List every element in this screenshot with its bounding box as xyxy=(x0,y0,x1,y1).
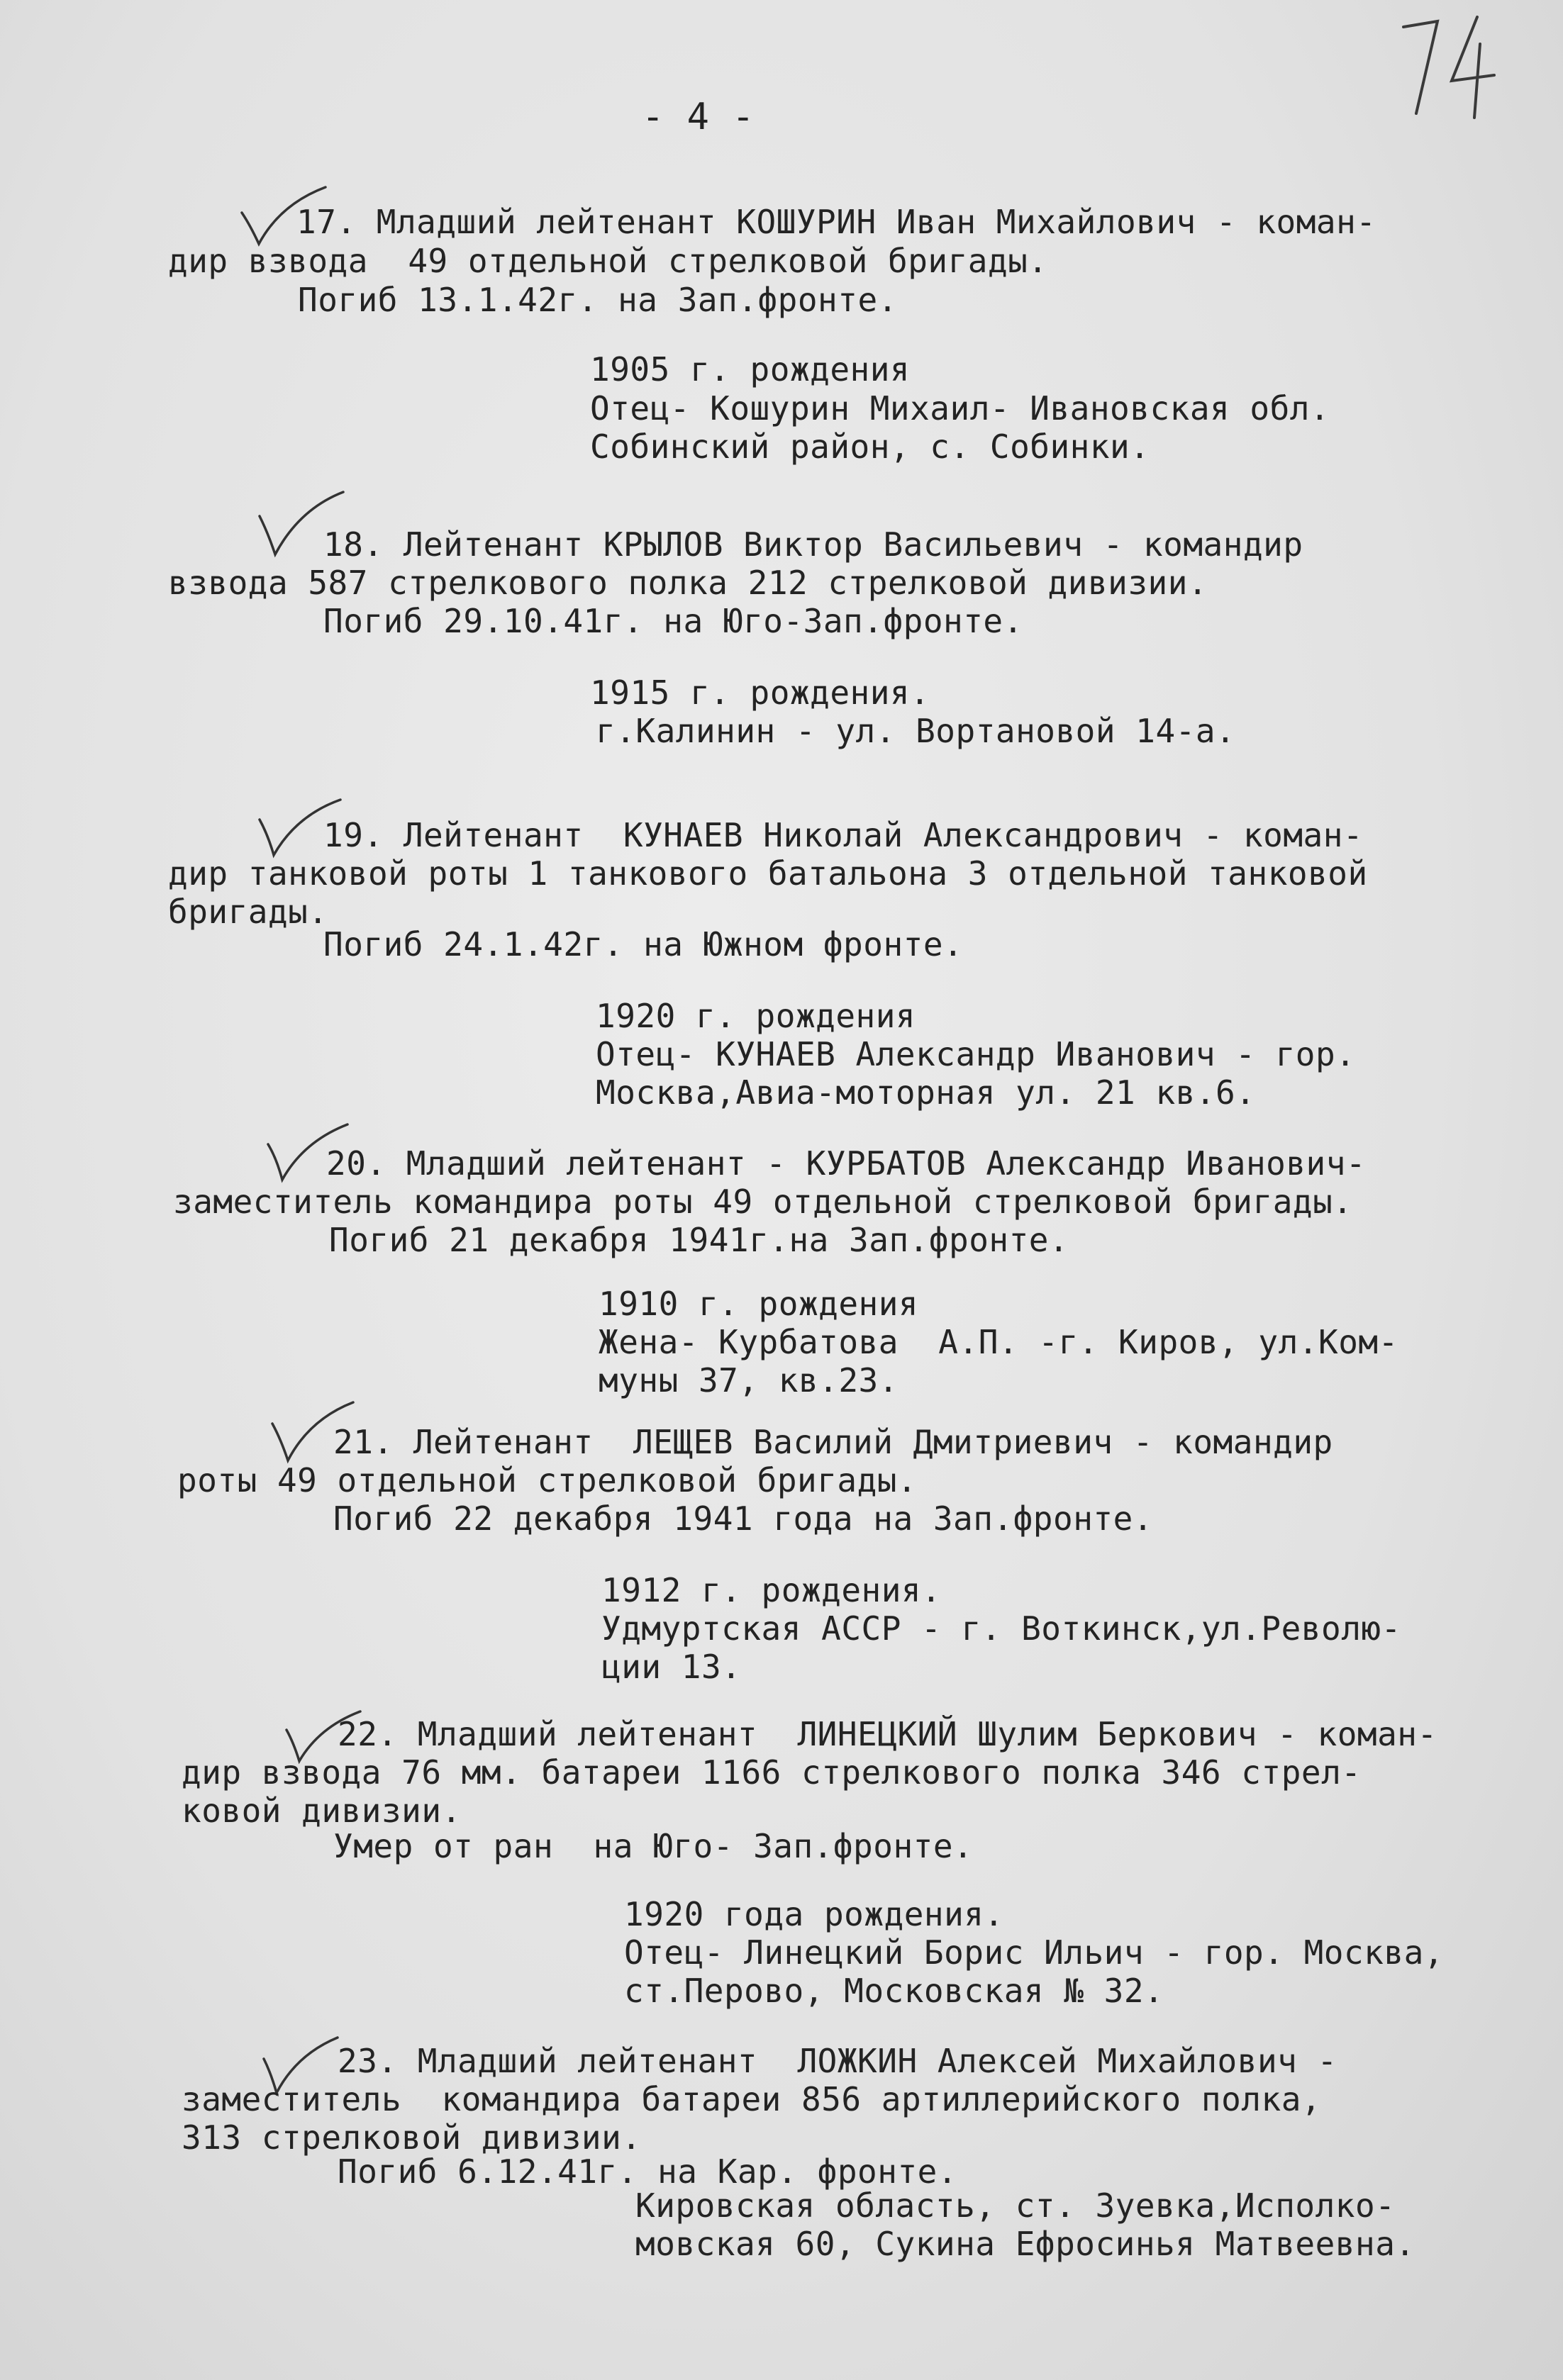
entry-detail: 1915 г. рождения. xyxy=(590,674,930,712)
entry-line: заместитель командира батареи 856 артиллерийского полка, xyxy=(182,2080,1322,2118)
entry-line: дир взвода 76 мм. батареи 1166 стрелкового полка 346 стрел- xyxy=(182,1753,1362,1792)
entry-line: 19. Лейтенант КУНАЕВ Николай Александрович - коман- xyxy=(323,816,1364,854)
entry-detail: ции 13. xyxy=(601,1648,742,1686)
entry-line: дир взвода 49 отдельной стрелковой бригады. xyxy=(168,242,1048,280)
entry-line: Погиб 24.1.42г. на Южном фронте. xyxy=(323,925,964,963)
entry-line: роты 49 отдельной стрелковой бригады. xyxy=(177,1461,918,1499)
entry-line: бригады. xyxy=(168,893,328,931)
entry-detail: 1920 года рождения. xyxy=(624,1895,1004,1933)
entry-line: взвода 587 стрелкового полка 212 стрелковой дивизии. xyxy=(168,564,1208,602)
entry-line: Погиб 29.10.41г. на Юго-Зап.фронте. xyxy=(323,602,1023,640)
entry-detail: муны 37, кв.23. xyxy=(599,1361,899,1399)
entry-line: 20. Младший лейтенант - КУРБАТОВ Александр Иванович- xyxy=(326,1144,1367,1183)
entry-line: Погиб 22 декабря 1941 года на Зап.фронте. xyxy=(333,1499,1153,1538)
entry-line: заместитель командира роты 49 отдельной стрелковой бригады. xyxy=(173,1183,1353,1221)
entry-detail: Отец- КУНАЕВ Александр Иванович - гор. xyxy=(596,1035,1356,1073)
entry-line: 23. Младший лейтенант ЛОЖКИН Алексей Михайлович - xyxy=(338,2042,1337,2080)
entry-detail: 1905 г. рождения xyxy=(590,350,911,389)
entry-detail: 1920 г. рождения xyxy=(596,997,916,1035)
entry-line: Погиб 21 декабря 1941г.на Зап.фронте. xyxy=(329,1221,1069,1259)
entry-detail: Отец- Кошурин Михаил- Ивановская обл. xyxy=(590,389,1330,428)
entry-line: 18. Лейтенант КРЫЛОВ Виктор Васильевич - командир xyxy=(323,525,1303,564)
entry-detail: Москва,Авиа-моторная ул. 21 кв.6. xyxy=(596,1073,1256,1112)
entry-line: 17. Младший лейтенант КОШУРИН Иван Михайлович - коман- xyxy=(296,203,1376,241)
entry-detail: Жена- Курбатова А.П. -г. Киров, ул.Ком- xyxy=(599,1323,1398,1361)
entry-detail: 1912 г. рождения. xyxy=(601,1571,942,1609)
entry-line: 21. Лейтенант ЛЕЩЕВ Василий Дмитриевич - командир xyxy=(333,1423,1333,1461)
entry-line: Погиб 13.1.42г. на Зап.фронте. xyxy=(298,281,898,319)
handwritten-folio-number xyxy=(1394,7,1500,121)
entry-detail: ст.Перово, Московская № 32. xyxy=(624,1972,1164,2010)
entry-line: 22. Младший лейтенант ЛИНЕЦКИЙ Шулим Беркович - коман- xyxy=(338,1715,1437,1753)
entry-detail: Отец- Линецкий Борис Ильич - гор. Москва, xyxy=(624,1933,1444,1972)
entry-line: 313 стрелковой дивизии. xyxy=(182,2118,642,2157)
entry-line: ковой дивизии. xyxy=(182,1792,462,1830)
page-number: - 4 - xyxy=(642,96,755,138)
entry-detail: мовская 60, Сукина Ефросинья Матвеевна. xyxy=(635,2225,1415,2263)
entry-line: Умер от ран на Юго- Зап.фронте. xyxy=(333,1827,974,1865)
entry-line: Погиб 6.12.41г. на Кар. фронте. xyxy=(338,2152,958,2191)
entry-detail: Собинский район, с. Собинки. xyxy=(590,428,1150,466)
entry-detail: Кировская область, ст. Зуевка,Исполко- xyxy=(635,2186,1396,2225)
entry-detail: Удмуртская АССР - г. Воткинск,ул.Револю- xyxy=(601,1609,1401,1648)
entry-line: дир танковой роты 1 танкового батальона 3 отдельной танковой xyxy=(168,854,1368,893)
entry-detail: г.Калинин - ул. Вортановой 14-а. xyxy=(596,712,1236,750)
entry-detail: 1910 г. рождения xyxy=(599,1285,919,1323)
